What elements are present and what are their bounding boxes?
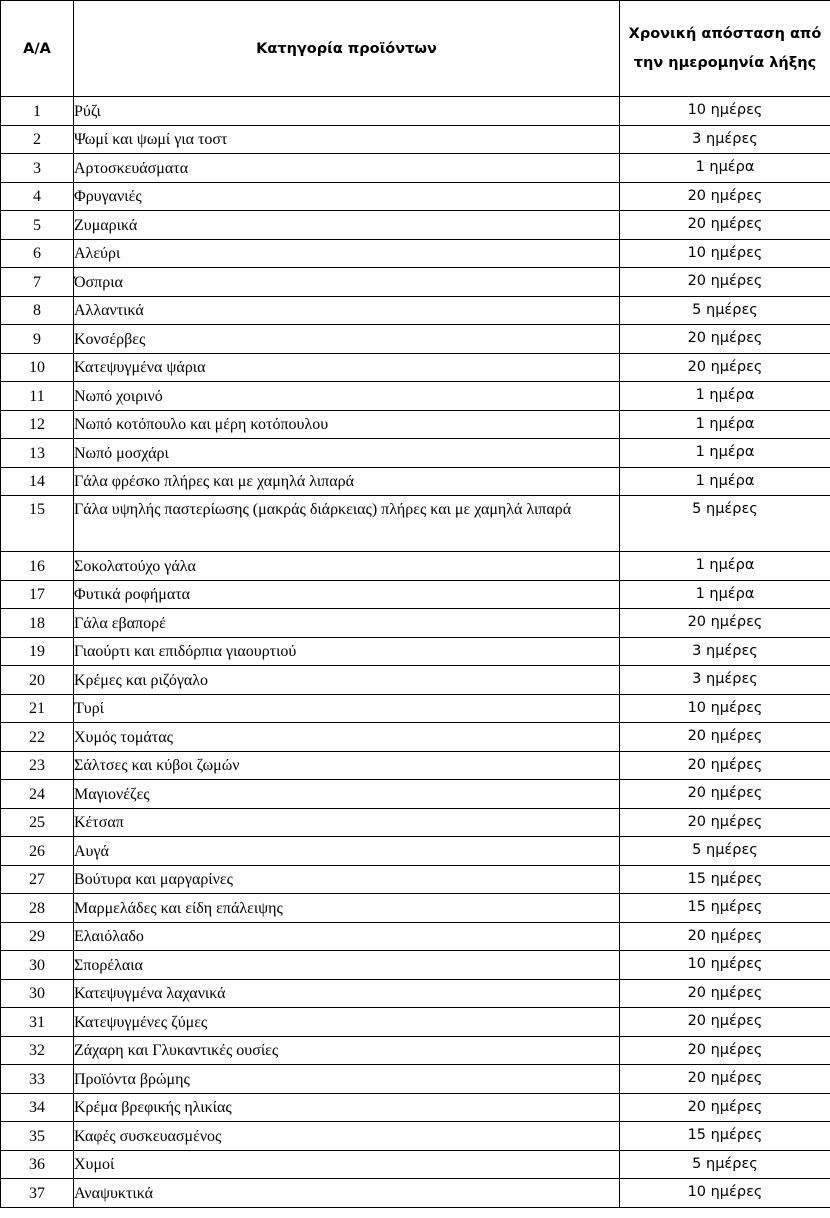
row-number: 5	[1, 211, 74, 240]
row-category: Κατεψυγμένα ψάρια	[74, 353, 620, 382]
table-row	[1, 1008, 830, 1037]
row-number: 31	[1, 1008, 74, 1037]
row-number: 11	[1, 382, 74, 411]
row-distance: 3 ημέρες	[620, 125, 830, 154]
row-distance: 20 ημέρες	[620, 808, 830, 837]
row-number: 29	[1, 922, 74, 951]
row-distance: 20 ημέρες	[620, 1065, 830, 1094]
row-category: Σπορέλαια	[74, 951, 620, 980]
table-row	[1, 325, 830, 354]
row-number: 20	[1, 666, 74, 695]
row-category: Ζάχαρη και Γλυκαντικές ουσίες	[74, 1036, 620, 1065]
row-category: Αλεύρι	[74, 239, 620, 268]
row-category: Σοκολατούχο γάλα	[74, 552, 620, 581]
table-row	[1, 865, 830, 894]
row-distance: 5 ημέρες	[620, 837, 830, 866]
row-number: 25	[1, 808, 74, 837]
table-row	[1, 268, 830, 297]
row-category: Νωπό χοιρινό	[74, 382, 620, 411]
row-distance: 20 ημέρες	[620, 325, 830, 354]
row-number: 27	[1, 865, 74, 894]
table-row	[1, 894, 830, 923]
row-number: 37	[1, 1179, 74, 1208]
row-number: 30	[1, 979, 74, 1008]
row-distance: 1 ημέρα	[620, 467, 830, 496]
row-number: 6	[1, 239, 74, 268]
row-distance: 20 ημέρες	[620, 182, 830, 211]
row-category: Νωπό μοσχάρι	[74, 439, 620, 468]
row-category: Ελαιόλαδο	[74, 922, 620, 951]
row-category: Αλλαντικά	[74, 296, 620, 325]
table-row	[1, 552, 830, 581]
row-category: Προϊόντα βρώμης	[74, 1065, 620, 1094]
row-distance: 10 ημέρες	[620, 239, 830, 268]
row-category: Χυμός τομάτας	[74, 723, 620, 752]
row-distance: 1 ημέρα	[620, 439, 830, 468]
row-distance: 15 ημέρες	[620, 865, 830, 894]
table-header-row	[1, 1, 830, 97]
table-row	[1, 951, 830, 980]
row-distance: 3 ημέρες	[620, 637, 830, 666]
row-number: 24	[1, 780, 74, 809]
table-row	[1, 1036, 830, 1065]
table-row	[1, 1065, 830, 1094]
row-distance: 1 ημέρα	[620, 580, 830, 609]
table-row	[1, 410, 830, 439]
row-distance: 3 ημέρες	[620, 666, 830, 695]
row-distance: 5 ημέρες	[620, 296, 830, 325]
row-category: Κατεψυγμένα λαχανικά	[74, 979, 620, 1008]
row-number: 21	[1, 694, 74, 723]
row-category: Αρτοσκευάσματα	[74, 154, 620, 183]
row-distance: 1 ημέρα	[620, 410, 830, 439]
table-row	[1, 1093, 830, 1122]
row-category: Κονσέρβες	[74, 325, 620, 354]
row-category: Φρυγανιές	[74, 182, 620, 211]
row-number: 4	[1, 182, 74, 211]
row-distance: 20 ημέρες	[620, 1036, 830, 1065]
row-number: 16	[1, 552, 74, 581]
table-row	[1, 496, 830, 552]
row-number: 17	[1, 580, 74, 609]
row-distance: 20 ημέρες	[620, 609, 830, 638]
row-distance: 20 ημέρες	[620, 723, 830, 752]
row-number: 2	[1, 125, 74, 154]
row-category: Ζυμαρικά	[74, 211, 620, 240]
table-row	[1, 723, 830, 752]
table-row	[1, 1150, 830, 1179]
row-number: 9	[1, 325, 74, 354]
row-number: 33	[1, 1065, 74, 1094]
table-row	[1, 808, 830, 837]
row-distance: 5 ημέρες	[620, 1150, 830, 1179]
table-row	[1, 637, 830, 666]
table-row	[1, 751, 830, 780]
row-category: Νωπό κοτόπουλο και μέρη κοτόπουλου	[74, 410, 620, 439]
table-row	[1, 580, 830, 609]
row-distance: 20 ημέρες	[620, 780, 830, 809]
row-category: Γάλα εβαπορέ	[74, 609, 620, 638]
row-category: Βούτυρα και μαργαρίνες	[74, 865, 620, 894]
table-body	[1, 97, 830, 1208]
row-number: 10	[1, 353, 74, 382]
table-row	[1, 239, 830, 268]
row-category: Γιαούρτι και επιδόρπια γιαουρτιού	[74, 637, 620, 666]
row-category: Τυρί	[74, 694, 620, 723]
row-category: Καφές συσκευασμένος	[74, 1122, 620, 1151]
row-distance: 20 ημέρες	[620, 751, 830, 780]
row-category: Γάλα φρέσκο πλήρες και με χαμηλά λιπαρά	[74, 467, 620, 496]
row-distance: 20 ημέρες	[620, 353, 830, 382]
header-num: Α/Α	[1, 1, 74, 97]
table-row	[1, 1122, 830, 1151]
row-number: 19	[1, 637, 74, 666]
table-row	[1, 979, 830, 1008]
row-number: 7	[1, 268, 74, 297]
row-distance: 10 ημέρες	[620, 694, 830, 723]
row-category: Αυγά	[74, 837, 620, 866]
row-category: Μαγιονέζες	[74, 780, 620, 809]
row-category: Κατεψυγμένες ζύμες	[74, 1008, 620, 1037]
row-distance: 1 ημέρα	[620, 382, 830, 411]
row-number: 15	[1, 496, 74, 552]
table-row	[1, 296, 830, 325]
row-number: 8	[1, 296, 74, 325]
header-category: Κατηγορία προϊόντων	[74, 1, 620, 97]
row-number: 14	[1, 467, 74, 496]
table-row	[1, 182, 830, 211]
row-category: Όσπρια	[74, 268, 620, 297]
row-category: Μαρμελάδες και είδη επάλειψης	[74, 894, 620, 923]
table-row	[1, 922, 830, 951]
row-distance: 20 ημέρες	[620, 1008, 830, 1037]
row-distance: 10 ημέρες	[620, 97, 830, 126]
row-category: Ρύζι	[74, 97, 620, 126]
row-number: 26	[1, 837, 74, 866]
row-number: 18	[1, 609, 74, 638]
row-distance: 15 ημέρες	[620, 1122, 830, 1151]
row-number: 23	[1, 751, 74, 780]
table-row	[1, 780, 830, 809]
table-row	[1, 154, 830, 183]
table-row	[1, 211, 830, 240]
row-distance: 10 ημέρες	[620, 1179, 830, 1208]
row-distance: 10 ημέρες	[620, 951, 830, 980]
table-row	[1, 467, 830, 496]
row-number: 34	[1, 1093, 74, 1122]
row-number: 1	[1, 97, 74, 126]
table-row	[1, 353, 830, 382]
row-number: 12	[1, 410, 74, 439]
row-category: Κέτσαπ	[74, 808, 620, 837]
row-distance: 20 ημέρες	[620, 922, 830, 951]
row-category: Σάλτσες και κύβοι ζωμών	[74, 751, 620, 780]
table-row	[1, 97, 830, 126]
row-category: Ψωμί και ψωμί για τοστ	[74, 125, 620, 154]
row-category: Γάλα υψηλής παστερίωσης (μακράς διάρκειας) πλήρες και με χαμηλά λιπαρά	[74, 496, 620, 552]
row-distance: 15 ημέρες	[620, 894, 830, 923]
table-row	[1, 609, 830, 638]
row-category: Κρέμες και ριζόγαλο	[74, 666, 620, 695]
row-number: 13	[1, 439, 74, 468]
row-number: 3	[1, 154, 74, 183]
table-row	[1, 125, 830, 154]
table-row	[1, 439, 830, 468]
row-category: Χυμοί	[74, 1150, 620, 1179]
row-distance: 1 ημέρα	[620, 154, 830, 183]
table-row	[1, 837, 830, 866]
table-row	[1, 1179, 830, 1208]
row-number: 22	[1, 723, 74, 752]
table-row	[1, 694, 830, 723]
row-number: 32	[1, 1036, 74, 1065]
row-category: Φυτικά ροφήματα	[74, 580, 620, 609]
row-distance: 20 ημέρες	[620, 979, 830, 1008]
row-number: 35	[1, 1122, 74, 1151]
row-distance: 20 ημέρες	[620, 211, 830, 240]
row-category: Αναψυκτικά	[74, 1179, 620, 1208]
row-number: 36	[1, 1150, 74, 1179]
row-distance: 20 ημέρες	[620, 1093, 830, 1122]
row-number: 28	[1, 894, 74, 923]
row-category: Κρέμα βρεφικής ηλικίας	[74, 1093, 620, 1122]
row-distance: 5 ημέρες	[620, 496, 830, 552]
header-distance: Χρονική απόσταση από την ημερομηνία λήξης	[620, 1, 830, 97]
row-distance: 1 ημέρα	[620, 552, 830, 581]
table-row	[1, 666, 830, 695]
row-number: 30	[1, 951, 74, 980]
row-distance: 20 ημέρες	[620, 268, 830, 297]
table-row	[1, 382, 830, 411]
